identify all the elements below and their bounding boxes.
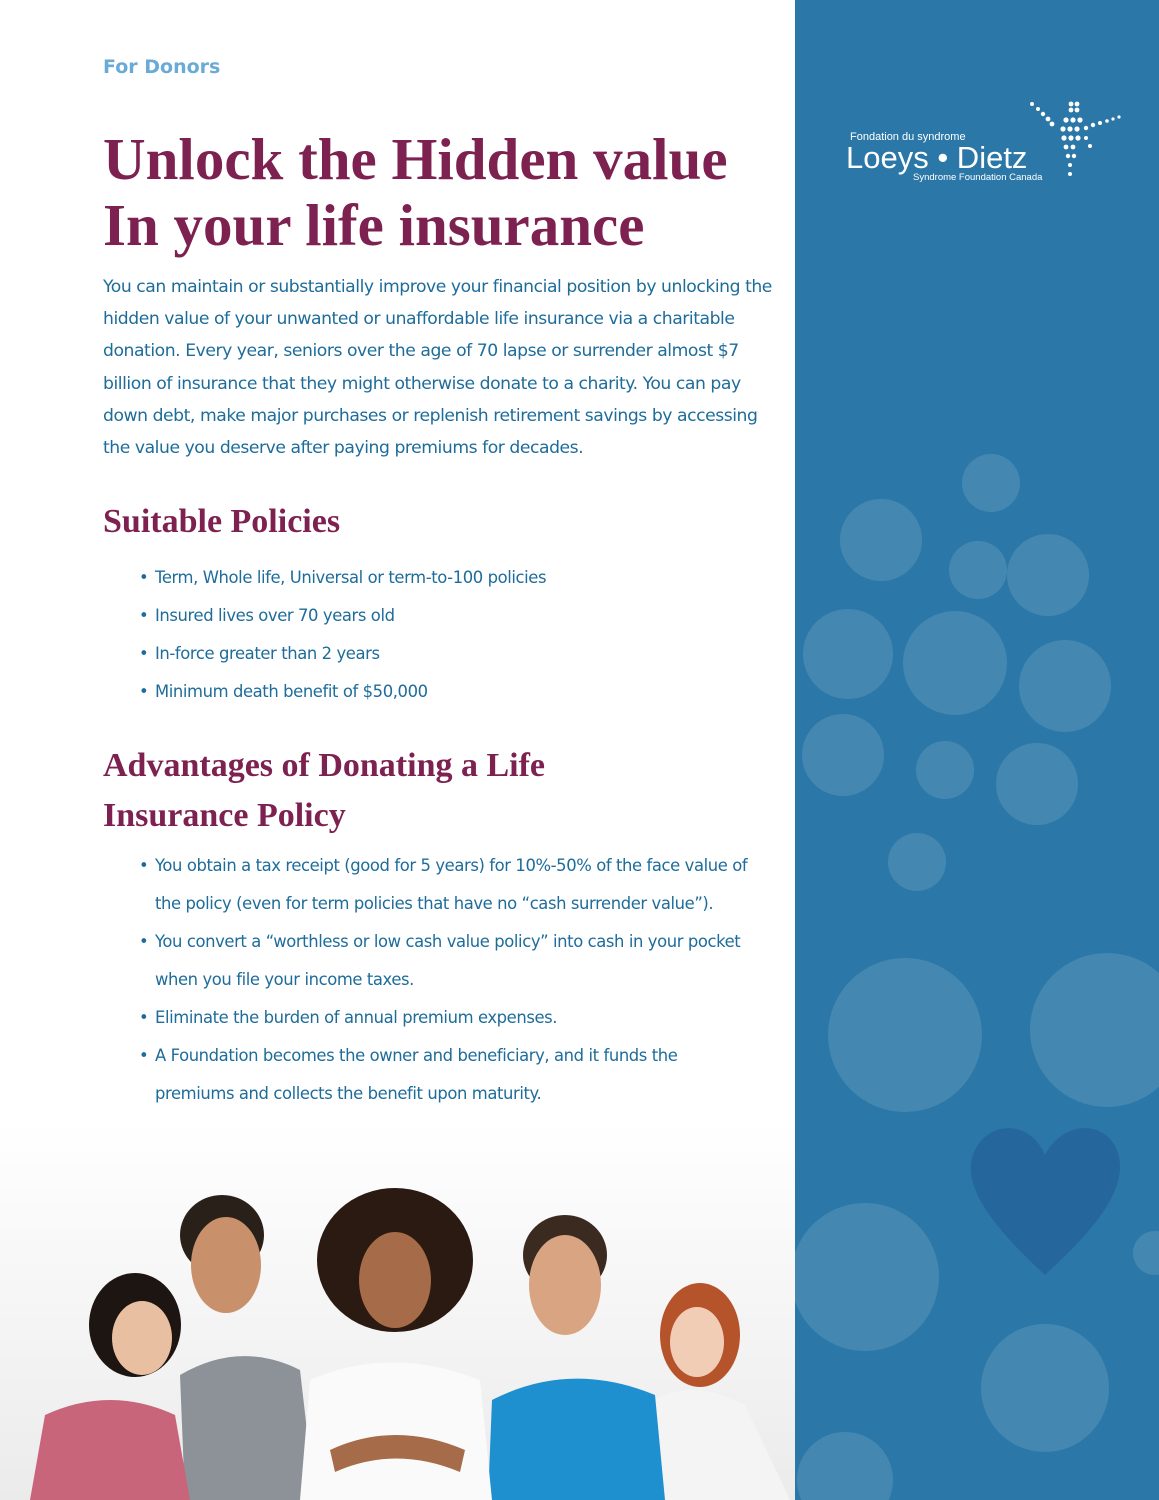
intro-line: hidden value of your unwanted or unaffordable life insurance via a charitable xyxy=(103,309,735,330)
suitable-policies-heading-text: Suitable Policies xyxy=(103,503,341,540)
suitable-policies-heading xyxy=(103,497,340,547)
page-title xyxy=(103,126,728,258)
intro-line: billion of insurance that they might otherwise donate to a charity. You can pay xyxy=(103,373,741,394)
list-item xyxy=(139,847,747,923)
list-item-text: Term, Whole life, Universal or term-to-100 policies xyxy=(155,568,547,587)
bullet: • xyxy=(139,568,149,587)
bullet: • xyxy=(139,1046,149,1065)
suitable-policies-list xyxy=(139,559,546,711)
bullet: • xyxy=(139,606,149,625)
logo-top-text: Fondation du syndrome xyxy=(850,131,966,143)
bullet: • xyxy=(139,644,149,663)
list-item-text: when you file your income taxes. xyxy=(155,970,414,989)
heart-icon xyxy=(971,1128,1120,1275)
list-item-text: You convert a “worthless or low cash value policy” into cash in your pocket xyxy=(155,932,741,951)
page-title-line: Unlock the Hidden value xyxy=(103,126,728,192)
list-item xyxy=(139,597,546,635)
list-item-text: A Foundation becomes the owner and beneficiary, and it funds the xyxy=(155,1046,678,1065)
bubble-pattern xyxy=(795,0,1159,1500)
bullet: • xyxy=(139,1008,149,1027)
intro-line: donation. Every year, seniors over the age of 70 lapse or surrender almost $7 xyxy=(103,341,739,362)
intro-line: the value you deserve after paying premiums for decades. xyxy=(103,438,584,459)
foundation-logo xyxy=(840,98,1130,188)
logo-figure-icon xyxy=(1030,102,1121,176)
list-item-text: the policy (even for term policies that have no “cash surrender value”). xyxy=(155,894,714,913)
eyebrow-label: For Donors xyxy=(103,56,221,78)
bullet: • xyxy=(139,932,149,951)
logo-wordmark: Loeys • Dietz xyxy=(846,140,1028,175)
decorative-sidebar xyxy=(795,0,1159,1500)
list-item-text: Minimum death benefit of $50,000 xyxy=(155,682,428,701)
list-item xyxy=(139,923,747,999)
list-item-text: You obtain a tax receipt (good for 5 years) for 10%-50% of the face value of xyxy=(155,856,748,875)
group-photo xyxy=(0,1120,795,1500)
list-item-text: premiums and collects the benefit upon maturity. xyxy=(155,1084,542,1103)
list-item xyxy=(139,999,747,1037)
bullet: • xyxy=(139,856,149,875)
advantages-list xyxy=(139,847,747,1113)
list-item xyxy=(139,673,546,711)
advantages-heading-line: Advantages of Donating a Life xyxy=(103,747,546,784)
list-item-text: Insured lives over 70 years old xyxy=(155,606,395,625)
bullet: • xyxy=(139,682,149,701)
logo-bottom-text: Syndrome Foundation Canada xyxy=(913,172,1043,183)
advantages-heading-line: Insurance Policy xyxy=(103,797,346,834)
list-item-text: Eliminate the burden of annual premium expenses. xyxy=(155,1008,558,1027)
list-item-text: In-force greater than 2 years xyxy=(155,644,380,663)
advantages-heading xyxy=(103,741,545,841)
page-title-line: In your life insurance xyxy=(103,192,645,258)
intro-line: You can maintain or substantially improve your financial position by unlocking the xyxy=(103,277,772,297)
intro-line: down debt, make major purchases or replenish retirement savings by accessing xyxy=(103,405,758,426)
list-item xyxy=(139,559,546,597)
list-item xyxy=(139,635,546,673)
list-item xyxy=(139,1037,747,1113)
intro-paragraph xyxy=(103,271,772,464)
